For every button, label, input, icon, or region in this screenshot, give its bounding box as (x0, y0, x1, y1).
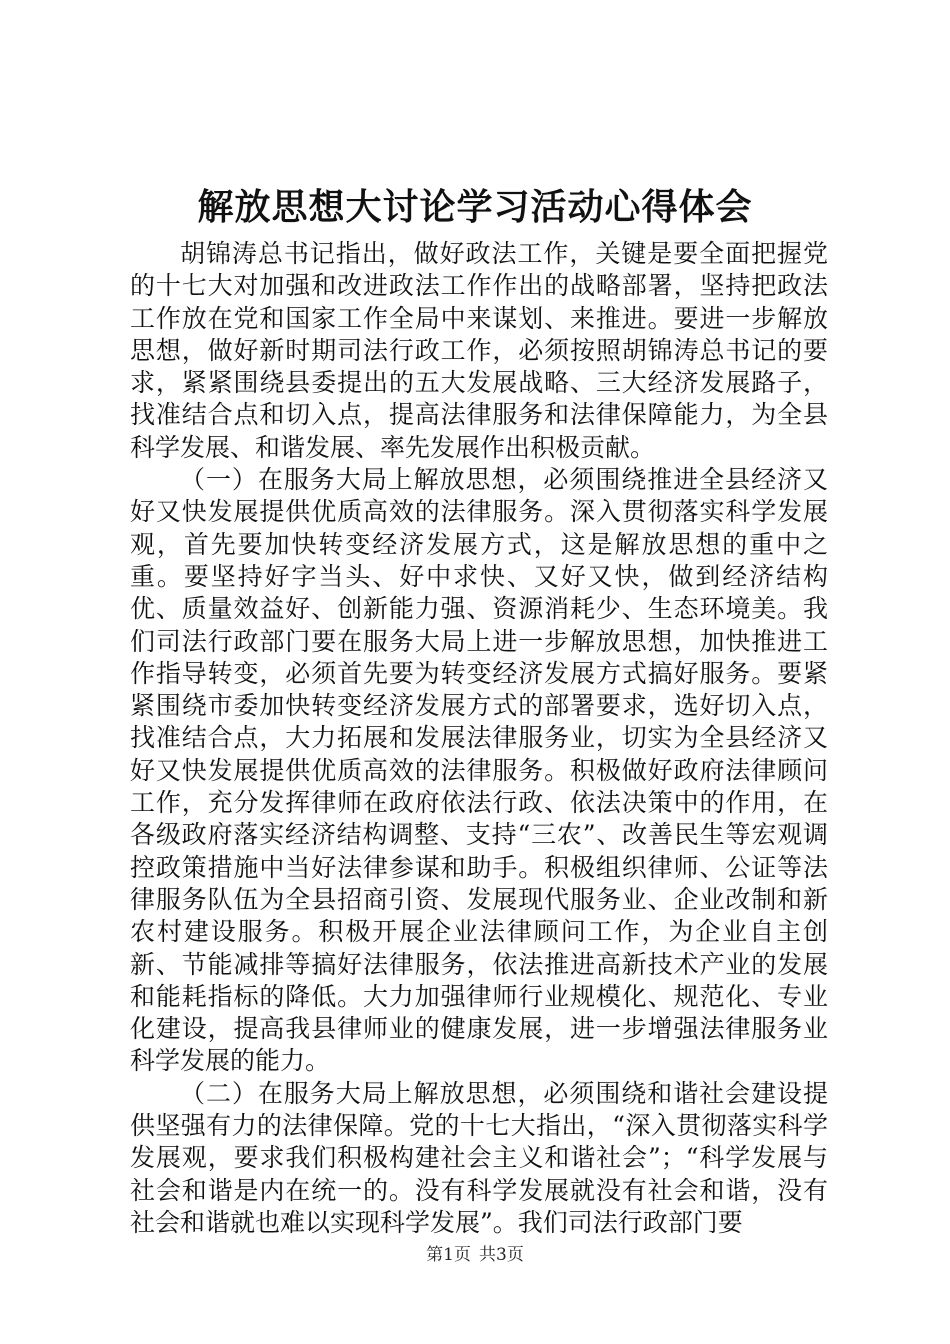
page-number-total: 共3页 (479, 1245, 524, 1265)
document-body (130, 238, 828, 1239)
paragraph-section-1: （一）在服务大局上解放思想，必须围绕推进全县经济又好又快发展提供优质高效的法律服务。深入贯彻落实科学发展观，首先要加快转变经济发展方式，这是解放思想的重中之重。要坚持好字当头、好中求快、又好又快，做到经济结构优、质量效益好、创新能力强、资源消耗少、生态环境美。我们司法行政部门要在服务大局上进一步解放思想，加快推进工作指导转变，必须首先要为转变经济发展方式搞好服务。要紧紧围绕市委加快转变经济发展方式的部署要求，选好切入点，找准结合点，大力拓展和发展法律服务业，切实为全县经济又好又快发展提供优质高效的法律服务。积极做好政府法律顾问工作，充分发挥律师在政府依法行政、依法决策中的作用，在各级政府落实经济结构调整、支持“三农”、改善民生等宏观调控政策措施中当好法律参谋和助手。积极组织律师、公证等法律服务队伍为全县招商引资、发展现代服务业、企业改制和新农村建设服务。积极开展企业法律顾问工作，为企业自主创新、节能减排等搞好法律服务，依法推进高新技术产业的发展和能耗指标的降低。大力加强律师行业规模化、规范化、专业化建设，提高我县律师业的健康发展，进一步增强法律服务业科学发展的能力。 (130, 465, 828, 1076)
page-number-current: 第1页 (426, 1245, 471, 1265)
page-footer (0, 1244, 950, 1266)
paragraph-section-2: （二）在服务大局上解放思想，必须围绕和谐社会建设提供坚强有力的法律保障。党的十七大指出，“深入贯彻落实科学发展观，要求我们积极构建社会主义和谐社会”；“科学发展与社会和谐是内在统一的。没有科学发展就没有社会和谐，没有社会和谐就也难以实现科学发展”。我们司法行政部门要 (130, 1078, 828, 1237)
paragraph-intro: 胡锦涛总书记指出，做好政法工作，关键是要全面把握党的十七大对加强和改进政法工作作出的战略部署，坚持把政法工作放在党和国家工作全局中来谋划、来推进。要进一步解放思想，做好新时期司法行政工作，必须按照胡锦涛总书记的要求，紧紧围绕县委提出的五大发展战略、三大经济发展路子，找准结合点和切入点，提高法律服务和法律保障能力，为全县科学发展、和谐发展、率先发展作出积极贡献。 (130, 239, 828, 462)
document-title: 解放思想大讨论学习活动心得体会 (197, 186, 753, 228)
